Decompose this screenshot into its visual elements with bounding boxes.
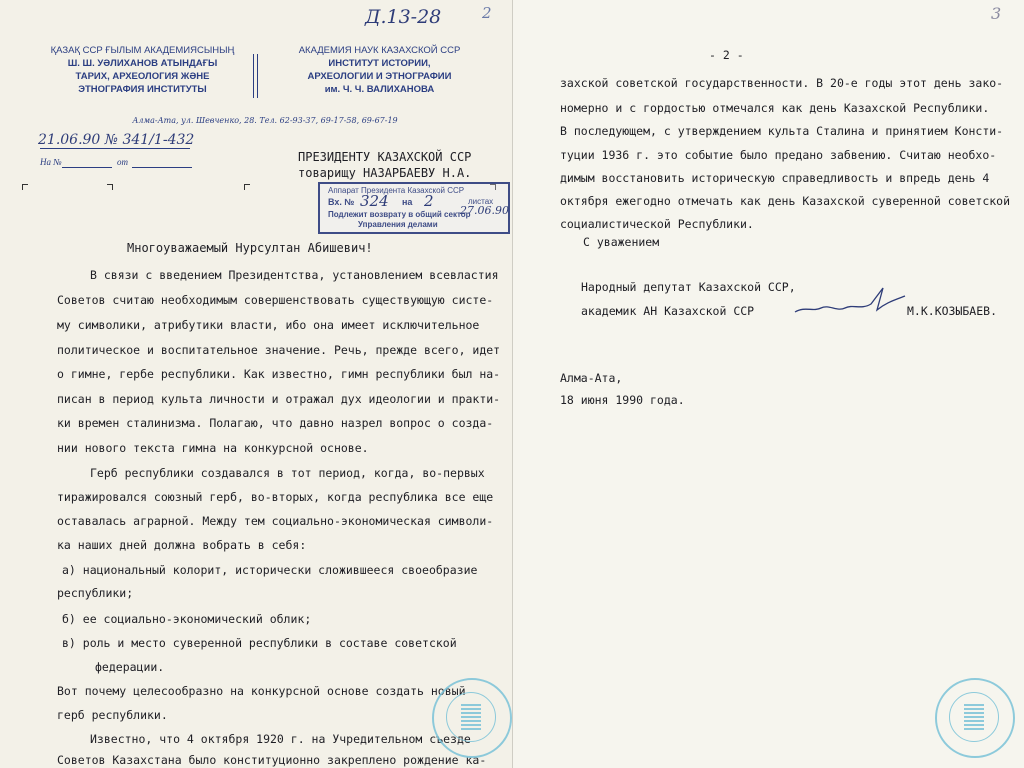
- body-line: писан в период культа личности и отражал дух идеологии и практи-: [57, 392, 501, 406]
- date: 18 июня 1990 года.: [560, 393, 685, 407]
- archive-seal: [935, 678, 1015, 758]
- body-line: о гимне, гербе республики. Как известно, гимн республики был на-: [57, 367, 501, 381]
- addressee-line-2: товарищу НАЗАРБАЕВУ Н.А.: [298, 166, 472, 180]
- page-marker: - 2 -: [709, 48, 744, 62]
- field-from-label: от: [117, 157, 128, 167]
- sheet-number: 2: [482, 4, 492, 22]
- handwritten-signature: [791, 282, 911, 322]
- body-line: туции 1936 г. это событие было предано забвению. Считаю необхо-: [560, 148, 997, 162]
- body-line: димым восстановить историческую справедливость и впредь день 4: [560, 171, 990, 185]
- letter-page-2: [513, 0, 1024, 768]
- field-number-label: На №: [40, 157, 62, 167]
- body-line: номерно и с гордостью отмечался как день Казахской Республики.: [560, 101, 990, 115]
- body-line: социалистической Республики.: [560, 217, 754, 231]
- body-line: му символики, атрибутики власти, ибо она имеет исключительное: [57, 318, 480, 332]
- body-line: тиражировался союзный герб, во-вторых, когда республика все еще: [57, 490, 494, 504]
- body-line: Советов Казахстана было конституционно закреплено рождение ка-: [57, 753, 487, 767]
- archive-seal: [432, 678, 512, 758]
- body-line: октября ежегодно отмечать как день Казахской суверенной советской: [560, 194, 1011, 208]
- emblem-divider: [251, 54, 261, 98]
- signer-title-1: Народный депутат Казахской ССР,: [581, 280, 796, 294]
- letterhead-russian: АКАДЕМИЯ НАУК КАЗАХСКОЙ ССР ИНСТИТУТ ИСТОРИИ, АРХЕОЛОГИИ И ЭТНОГРАФИИ им. Ч. Ч. ВАЛИХАНОВА: [298, 45, 461, 95]
- city: Алма-Ата,: [560, 371, 623, 385]
- body-line: Герб республики создавался в тот период, когда, во-первых: [90, 466, 485, 480]
- body-line: политическое и воспитательное значение. Речь, прежде всего, идет: [57, 343, 501, 357]
- body-line: Известно, что 4 октября 1920 г. на Учредительном съезде: [90, 732, 471, 746]
- body-line: а) национальный колорит, исторически сложившееся своеобразие: [62, 563, 478, 577]
- body-line: Советов считаю необходимым совершенствовать существующую систе-: [57, 293, 494, 307]
- body-line: б) ее социально-экономический облик;: [62, 612, 312, 626]
- registration-stamp: Аппарат Президента Казахской ССР Вх. № 324 на 2 листах 27.06.90 Подлежит возврату в общий сектор Управления делами: [318, 182, 510, 234]
- body-line: Вот почему целесообразно на конкурсной основе создать новый: [57, 684, 466, 698]
- sheet-number: 3: [991, 4, 1002, 23]
- body-line: республики;: [57, 586, 134, 600]
- addressee-line-1: ПРЕЗИДЕНТУ КАЗАХСКОЙ ССР: [298, 150, 472, 164]
- body-line: оставалась аграрной. Между тем социально-экономическая символи-: [57, 514, 494, 528]
- body-line: в) роль и место суверенной республики в составе советской: [62, 636, 457, 650]
- signer-title-2: академик АН Казахской ССР: [581, 304, 755, 318]
- body-line: федерации.: [95, 660, 165, 674]
- body-line: ки времен сталинизма. Полагаю, что давно назрел вопрос о созда-: [57, 416, 494, 430]
- salutation: Многоуважаемый Нурсултан Абишевич!: [127, 241, 373, 255]
- outgoing-reference: 21.06.90 № 341/1-432: [38, 132, 195, 148]
- body-line: нии нового текста гимна на конкурсной основе.: [57, 441, 369, 455]
- body-line: В последующем, с утверждением культа Сталина и принятием Консти-: [560, 124, 1004, 138]
- closing: С уважением: [583, 235, 660, 249]
- body-line: ка наших дней должна вобрать в себя:: [57, 538, 307, 552]
- signer-name: М.К.КОЗЫБАЕВ.: [907, 304, 998, 318]
- body-line: захской советской государственности. В 20-е годы этот день зако-: [560, 76, 1004, 90]
- body-line: герб республики.: [57, 708, 168, 722]
- archive-number: Д.13-28: [365, 6, 442, 28]
- letterhead-kazakh: ҚАЗАҚ ССР ҒЫЛЫМ АКАДЕМИЯСЫНЫҢ Ш. Ш. УӘЛИХАНОВ АТЫНДАҒЫ ТАРИХ, АРХЕОЛОГИЯ ЖӘНЕ ЭТНОГРАФИЯ ИНСТИТУТЫ: [50, 45, 235, 95]
- institute-address: Алма-Ата, ул. Шевченко, 28. Тел. 62-93-37, 69-17-58, 69-67-19: [132, 116, 398, 125]
- body-line: В связи с введением Президентства, установлением всевластия: [90, 268, 499, 282]
